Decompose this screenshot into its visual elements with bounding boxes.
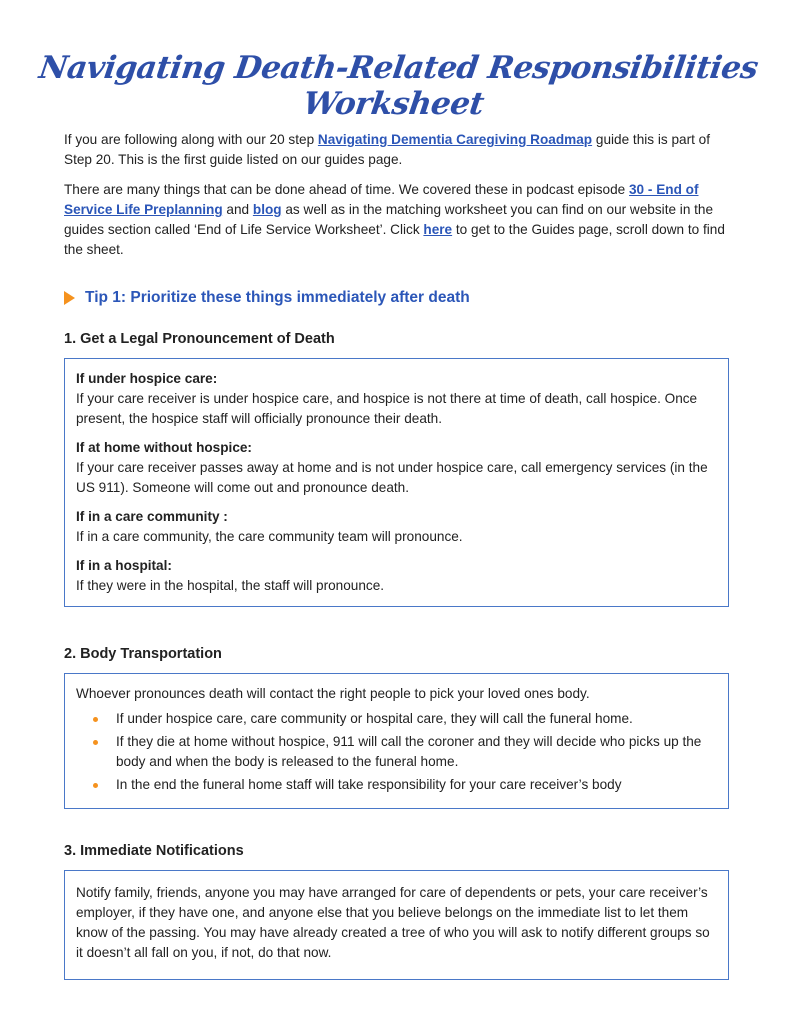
page-title: Navigating Death-Related Responsibilities Worksheet	[36, 50, 761, 122]
podcast-episode-link[interactable]: 30 - End of Service Life Preplanning	[64, 182, 699, 217]
list-item-text: In the end the funeral home staff will take responsibility for your care receiver’s body	[116, 777, 622, 792]
list-item	[76, 732, 717, 772]
section-heading-notifications: 3. Immediate Notifications	[64, 843, 244, 859]
transportation-box	[64, 673, 729, 809]
scenario-text: If they were in the hospital, the staff will pronounce.	[76, 578, 385, 593]
scenario-block	[76, 369, 717, 429]
scenario-block	[76, 556, 717, 596]
list-item	[76, 709, 717, 729]
intro-text: guide this is part of Step 20. This is the first guide listed on our guides page.	[64, 132, 710, 167]
blog-link[interactable]: blog	[252, 202, 282, 217]
pronouncement-box	[64, 358, 729, 607]
list-item	[76, 775, 717, 795]
notifications-box	[64, 870, 729, 980]
list-item-text: If they die at home without hospice, 911 will call the coroner and they will decide who picks up the body and when the body is released to the funeral home.	[116, 734, 702, 769]
intro-text: and	[222, 202, 253, 217]
intro-text: If you are following along with our 20 step	[64, 132, 318, 147]
transportation-list	[76, 709, 717, 795]
bullet-dot-icon	[93, 783, 98, 788]
scenario-label: If under hospice care:	[76, 371, 218, 386]
guides-page-link[interactable]: here	[423, 222, 453, 237]
notifications-text: Notify family, friends, anyone you may have arranged for care of dependents or pets, your care receiver’s employer, if they have one, and anyone else that you believe belongs on the immediate list to let them know of the passing. You may have already created a tree of who you will ask to notify different groups so it doesn’t all fall on you, if not, do that now.	[76, 885, 710, 960]
scenario-label: If at home without hospice:	[76, 440, 252, 455]
intro-paragraph-1	[64, 130, 732, 180]
section-heading-pronouncement: 1. Get a Legal Pronouncement of Death	[64, 331, 335, 347]
bullet-dot-icon	[93, 740, 98, 745]
scenario-text: If your care receiver passes away at home and is not under hospice care, call emergency services (in the US 911). Someone will come out and pronounce death.	[76, 460, 708, 495]
bullet-dot-icon	[93, 717, 98, 722]
list-item-text: If under hospice care, care community or hospital care, they will call the funeral home.	[116, 711, 633, 726]
section-heading-transportation: 2. Body Transportation	[64, 646, 222, 662]
intro-text: to get to the Guides page, scroll down to find the sheet.	[64, 222, 725, 257]
intro-paragraph-2	[64, 180, 732, 270]
scenario-label: If in a hospital:	[76, 558, 172, 573]
scenario-text: If in a care community, the care community team will pronounce.	[76, 529, 463, 544]
scenario-block	[76, 507, 717, 547]
intro-text: as well as in the matching worksheet you can find on our website in the guides section called ‘End of Life Service Worksheet’. Click	[64, 202, 714, 237]
intro-text: There are many things that can be done ahead of time. We covered these in podcast episode	[64, 182, 629, 197]
scenario-label: If in a care community :	[76, 509, 228, 524]
triangle-right-icon	[64, 291, 75, 305]
roadmap-link[interactable]: Navigating Dementia Caregiving Roadmap	[317, 132, 593, 147]
scenario-block	[76, 438, 717, 498]
scenario-text: If your care receiver is under hospice care, and hospice is not there at time of death, call hospice. Once present, the hospice staff will officially pronounce their death.	[76, 391, 698, 426]
tip-label: Tip 1: Prioritize these things immediately after death	[85, 289, 470, 306]
transportation-intro: Whoever pronounces death will contact the right people to pick your loved ones body.	[76, 686, 590, 701]
tip-heading	[64, 289, 470, 307]
